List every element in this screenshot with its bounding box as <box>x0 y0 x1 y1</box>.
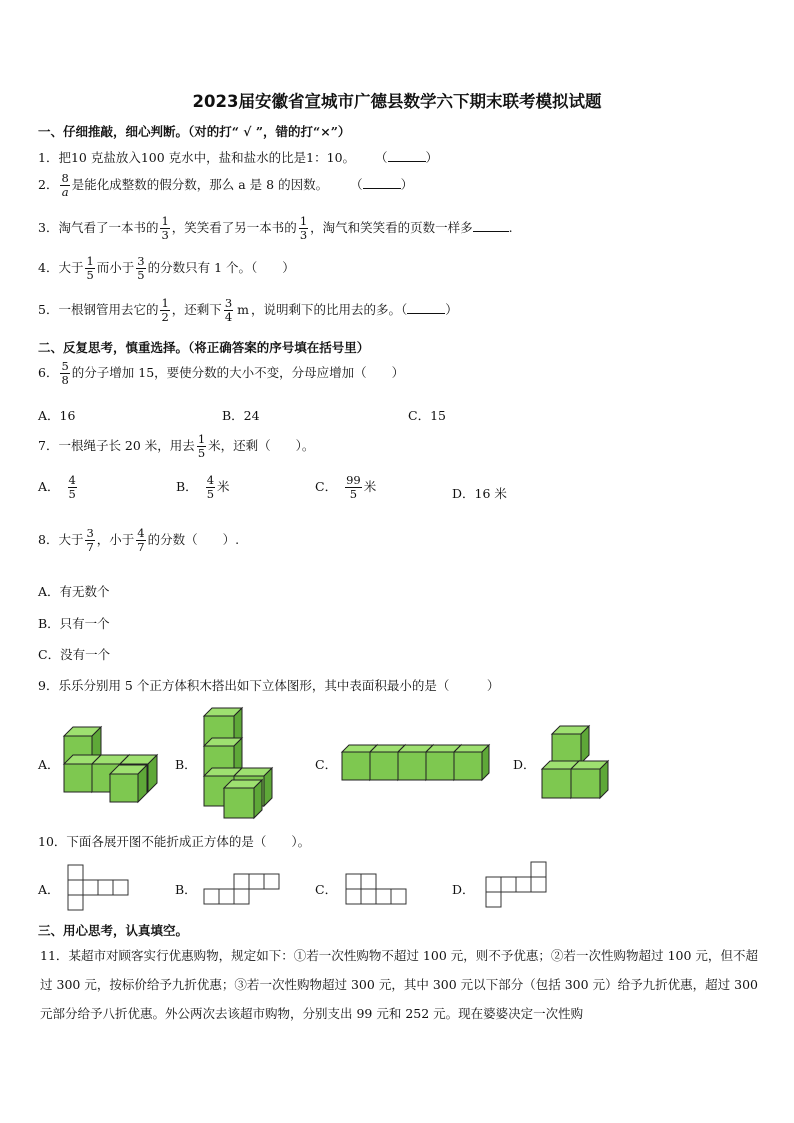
q3-answer-blank[interactable] <box>473 219 509 232</box>
q5-text-2: ，还剩下 <box>171 302 222 317</box>
question-2: 2． $\frac{8}{a}$ 是能化成整数的假分数，那么 a 是 8 的因数。 （ ） <box>38 171 414 199</box>
q4-fraction-2: $\frac{3}{5}$ <box>137 254 145 282</box>
cube-front-face <box>224 788 254 818</box>
q3-text-1: 3．淘气看了一本书的 <box>38 220 159 235</box>
q4-fraction-1: $\frac{1}{5}$ <box>86 254 94 282</box>
question-4 <box>38 255 295 282</box>
net-square <box>346 889 361 904</box>
q6-option-c[interactable]: C．15 <box>408 408 446 423</box>
q7-option-c[interactable]: C． $\frac{99}{5}$ 米 <box>315 473 377 501</box>
q5-fraction-1: $\frac{1}{2}$ <box>161 296 169 324</box>
q5-answer-blank[interactable] <box>407 301 445 314</box>
question-7 <box>38 433 314 460</box>
q7-text-1: 7．一根绳子长 20 米，用去 <box>38 438 195 453</box>
section1-heading: 一、仔细推敲，细心判断。（对的打“ √ ”，错的打“×”） <box>38 124 351 139</box>
q9-figure-d <box>538 722 618 802</box>
q8-fraction-1: $\frac{3}{7}$ <box>86 526 94 554</box>
q2-text: 是能化成整数的假分数，那么 a 是 8 的因数。 <box>71 177 329 192</box>
net-square <box>234 889 249 904</box>
question-11: 11．某超市对顾客实行优惠购物，规定如下：①若一次性购物不超过 100 元，则不予优惠；②若一次性购物超过 100 元，但不超过 300 元，按标价给予九折优惠；③若一次性购物超过 300 元，其中 300 元以下部分（包括 300 元）给予九折优惠，超过 300 元部分给予八折优惠。外公两次去该超市购物，分别支出 99 元和 252 元。现在婆婆决定一次性购 <box>40 948 758 1021</box>
net-square <box>486 877 501 892</box>
q6-text: 的分子增加 15，要使分数的大小不变，分母应增加（ ） <box>71 365 405 380</box>
q6-option-b[interactable]: B．24 <box>222 408 260 423</box>
cube-front-face <box>552 734 581 763</box>
q10-net-c <box>344 872 410 906</box>
q4-text-2: 而小于 <box>96 260 135 275</box>
net-square <box>346 874 361 889</box>
q5-text-1: 5．一根钢管用去它的 <box>38 302 159 317</box>
cube-front-face <box>542 769 571 798</box>
net-square <box>361 889 376 904</box>
section3-heading: 三、用心思考，认真填空。 <box>38 923 189 938</box>
net-square <box>516 877 531 892</box>
q10-net-a <box>66 863 136 913</box>
q7-option-a[interactable]: A． $\frac{4}{5}$ <box>38 473 76 501</box>
section2-heading: 二、反复思考，慎重选择。（将正确答案的序号填在括号里） <box>38 340 370 355</box>
net-square <box>391 889 406 904</box>
q8-fraction-2: $\frac{4}{7}$ <box>137 526 145 554</box>
q4-text-3: 的分数只有 1 个。（ ） <box>147 260 295 275</box>
net-square <box>234 874 249 889</box>
q9-label-c[interactable]: C． <box>315 757 338 772</box>
q10-label-b[interactable]: B． <box>175 882 197 897</box>
q3-fraction-1: $\frac{1}{3}$ <box>161 214 169 242</box>
net-square <box>501 877 516 892</box>
cube-front-face <box>454 752 482 780</box>
question-5 <box>38 297 458 324</box>
q8-option-a[interactable]: A．有无数个 <box>38 584 110 599</box>
q7-fraction: $\frac{1}{5}$ <box>197 432 206 460</box>
q1-answer-blank[interactable] <box>388 149 426 162</box>
q3-text-2: ，笑笑看了另一本书的 <box>171 220 297 235</box>
net-square <box>83 880 98 895</box>
q9-figure-c <box>340 740 500 785</box>
net-square <box>204 889 219 904</box>
net-square <box>376 889 391 904</box>
q6-fraction: $\frac{5}{8}$ <box>61 359 69 387</box>
q8-text-2: ，小于 <box>96 532 135 547</box>
question-1: 1．把10 克盐放入100 克水中，盐和盐水的比是1：10。 （ ） <box>38 150 439 165</box>
cube-front-face <box>426 752 454 780</box>
q6-number: 6． <box>38 365 59 380</box>
question-8 <box>38 527 239 554</box>
q9-label-b[interactable]: B． <box>175 757 197 772</box>
net-square <box>531 862 546 877</box>
q9-label-d[interactable]: D． <box>513 757 536 772</box>
q9-figure-b <box>198 706 278 821</box>
cube-front-face <box>342 752 370 780</box>
q2-fraction: $\frac{8}{a}$ <box>61 171 69 199</box>
q2-paren-open: （ <box>350 177 363 192</box>
q5-text-3: ，说明剩下的比用去的多。（ <box>251 302 408 317</box>
q6-option-a[interactable]: A．16 <box>38 408 76 423</box>
q1-text: 1．把10 克盐放入100 克水中，盐和盐水的比是1：10。 <box>38 150 356 165</box>
net-square <box>361 874 376 889</box>
q7-option-d[interactable]: D．16 米 <box>452 486 507 501</box>
q9-figure-a <box>60 720 165 805</box>
net-square <box>68 880 83 895</box>
net-square <box>249 874 264 889</box>
q10-net-d <box>484 860 550 910</box>
question-6 <box>38 360 404 387</box>
q1-paren-open: （ <box>375 150 388 165</box>
net-square <box>264 874 279 889</box>
cube-front-face <box>370 752 398 780</box>
net-square <box>68 895 83 910</box>
q8-option-c[interactable]: C．没有一个 <box>38 647 111 662</box>
cube-front-face <box>571 769 600 798</box>
q9-label-a[interactable]: A． <box>38 757 60 772</box>
q10-label-c[interactable]: C． <box>315 882 338 897</box>
q8-text-1: 8．大于 <box>38 532 84 547</box>
net-square <box>98 880 113 895</box>
q8-text-3: 的分数（ ）. <box>147 532 240 547</box>
q5-paren-close: ） <box>445 302 458 317</box>
q4-text-1: 4．大于 <box>38 260 84 275</box>
q3-end: . <box>508 220 513 235</box>
q8-option-b[interactable]: B．只有一个 <box>38 616 110 631</box>
net-square <box>486 892 501 907</box>
q2-answer-blank[interactable] <box>363 176 401 189</box>
q5-fraction-2: $\frac{3}{4}$ <box>224 296 233 324</box>
net-square <box>531 877 546 892</box>
cube-front-face <box>110 774 138 802</box>
q10-label-a[interactable]: A． <box>38 882 60 897</box>
net-square <box>113 880 128 895</box>
cube-side-face <box>482 745 489 780</box>
question-9: 9．乐乐分别用 5 个正方体积木搭出如下立体图形，其中表面积最小的是（ ） <box>38 678 500 693</box>
net-square <box>68 865 83 880</box>
q5-unit: m <box>237 302 249 317</box>
q10-label-d[interactable]: D． <box>452 882 475 897</box>
q2-number: 2． <box>38 177 59 192</box>
page-title: 2023届安徽省宣城市广德县数学六下期末联考模拟试题 <box>192 92 602 111</box>
q3-fraction-2: $\frac{1}{3}$ <box>299 214 308 242</box>
q3-text-3: ，淘气和笑笑看的页数一样多 <box>310 220 473 235</box>
q7-option-b[interactable]: B． $\frac{4}{5}$ 米 <box>176 473 230 501</box>
net-square <box>219 889 234 904</box>
q10-net-b <box>202 872 284 906</box>
question-10: 10．下面各展开图不能折成正方体的是（ ）。 <box>38 834 311 849</box>
cube-front-face <box>398 752 426 780</box>
cube-front-face <box>64 764 92 792</box>
q7-text-2: 米，还剩（ ）。 <box>208 438 315 453</box>
question-3 <box>38 215 513 242</box>
